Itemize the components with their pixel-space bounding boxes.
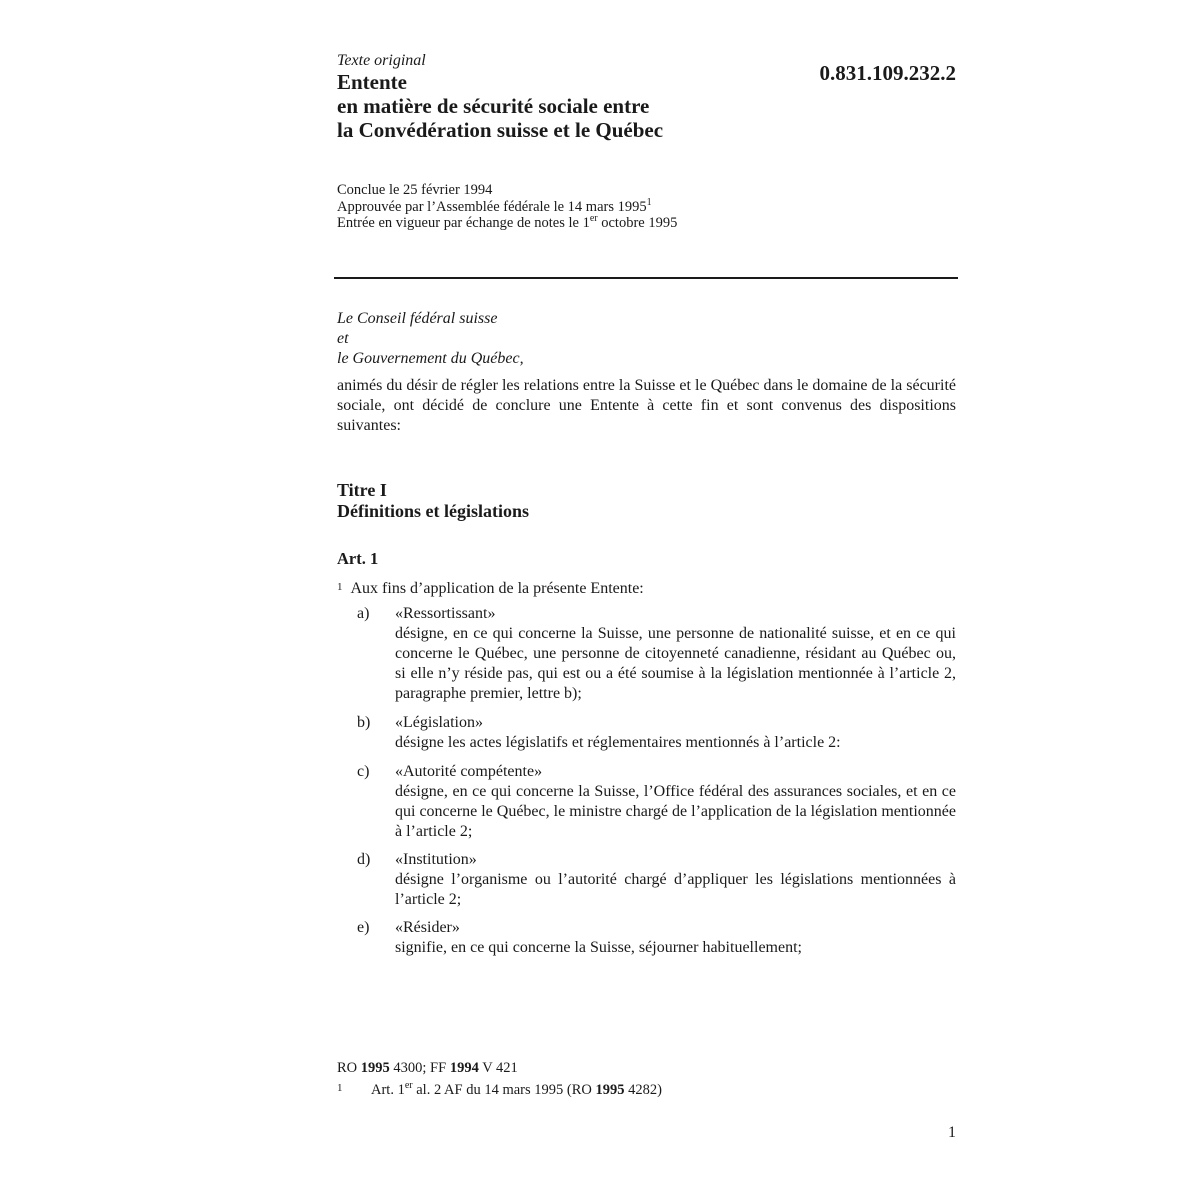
definition-item [357,850,956,910]
definition-text: désigne, en ce qui concerne la Suisse, l’Office fédéral des assurances sociales, et en ce qui concerne le Québec, le ministre chargé de l’application de la législation mentionnée à l’article 2; [395,783,956,840]
defined-term: «Institution» [395,851,477,868]
item-letter: b) [357,714,371,731]
footnote-ref[interactable]: 1 [646,196,652,208]
concluded-date: Conclue le 25 février 1994 [337,182,493,198]
document-title [337,70,777,142]
source-reference: RO 1995 4300; FF 1994 V 421 [337,1060,518,1076]
horizontal-rule [334,277,958,279]
approved-date: Approuvée par l’Assemblée fédérale le 14 mars 1995$^1$ [337,196,652,215]
definition-item [357,762,956,842]
paragraph-number: 1 [337,581,343,593]
title-line: la Convédération suisse et le Québec [337,118,664,142]
definition-text: désigne l’organisme ou l’autorité chargé d’appliquer les législations mentionnées à l’article 2; [395,871,956,908]
title-number: Titre I [337,480,387,500]
definition-item [357,918,956,958]
title-heading [337,480,529,522]
definition-text: signifie, en ce qui concerne la Suisse, séjourner habituellement; [395,939,802,956]
sr-number: 0.831.109.232.2 [819,61,956,85]
original-text-label: Texte original [337,52,426,69]
party-switzerland: Le Conseil fédéral suisse [337,310,498,327]
paragraph-text: Aux fins d’application de la présente Entente: [350,580,644,597]
item-letter: d) [357,851,371,868]
document-header [337,52,777,142]
definition-text: désigne, en ce qui concerne la Suisse, une personne de nationalité suisse, et en ce qui concerne le Québec, une personne de citoyenneté canadienne, résidant au Québec ou, si elle n’y réside pas, qui est ou a été soumise à la législation mentionnée à l’article 2, paragraphe premier, lettre b); [395,625,956,702]
definition-text: désigne les actes législatifs et réglementaires mentionnés à l’article 2: [395,734,841,751]
preamble: animés du désir de régler les relations entre la Suisse et le Québec dans le domaine de la sécurité sociale, ont décidé de conclure une Entente à cette fin et sont convenus des dispositions suivantes: [337,377,956,434]
footnote-1: 1 Art. 1er al. 2 AF du 14 mars 1995 (RO 1995 4282) [337,1078,662,1100]
article-heading: Art. 1 [337,549,379,568]
article-paragraph [337,577,644,599]
footnotes [337,1058,662,1100]
item-letter: e) [357,919,370,936]
defined-term: «Ressortissant» [395,605,496,622]
footnote-number: 1 [337,1082,343,1094]
definition-item [357,604,956,704]
defined-term: «Autorité compétente» [395,763,543,780]
page-number: 1 [948,1124,956,1141]
party-quebec: le Gouvernement du Québec, [337,350,524,367]
title-name: Définitions et législations [337,501,529,521]
item-letter: a) [357,605,370,622]
title-line: Entente [337,70,407,94]
entry-into-force-date: Entrée en vigueur par échange de notes le 1er octobre 1995 [337,213,678,231]
contracting-parties [337,309,524,369]
title-line: en matière de sécurité sociale entre [337,94,650,118]
defined-term: «Législation» [395,714,483,731]
item-letter: c) [357,763,370,780]
treaty-dates [337,182,677,232]
party-conjunction: et [337,330,349,347]
definition-item [357,713,956,753]
defined-term: «Résider» [395,919,460,936]
